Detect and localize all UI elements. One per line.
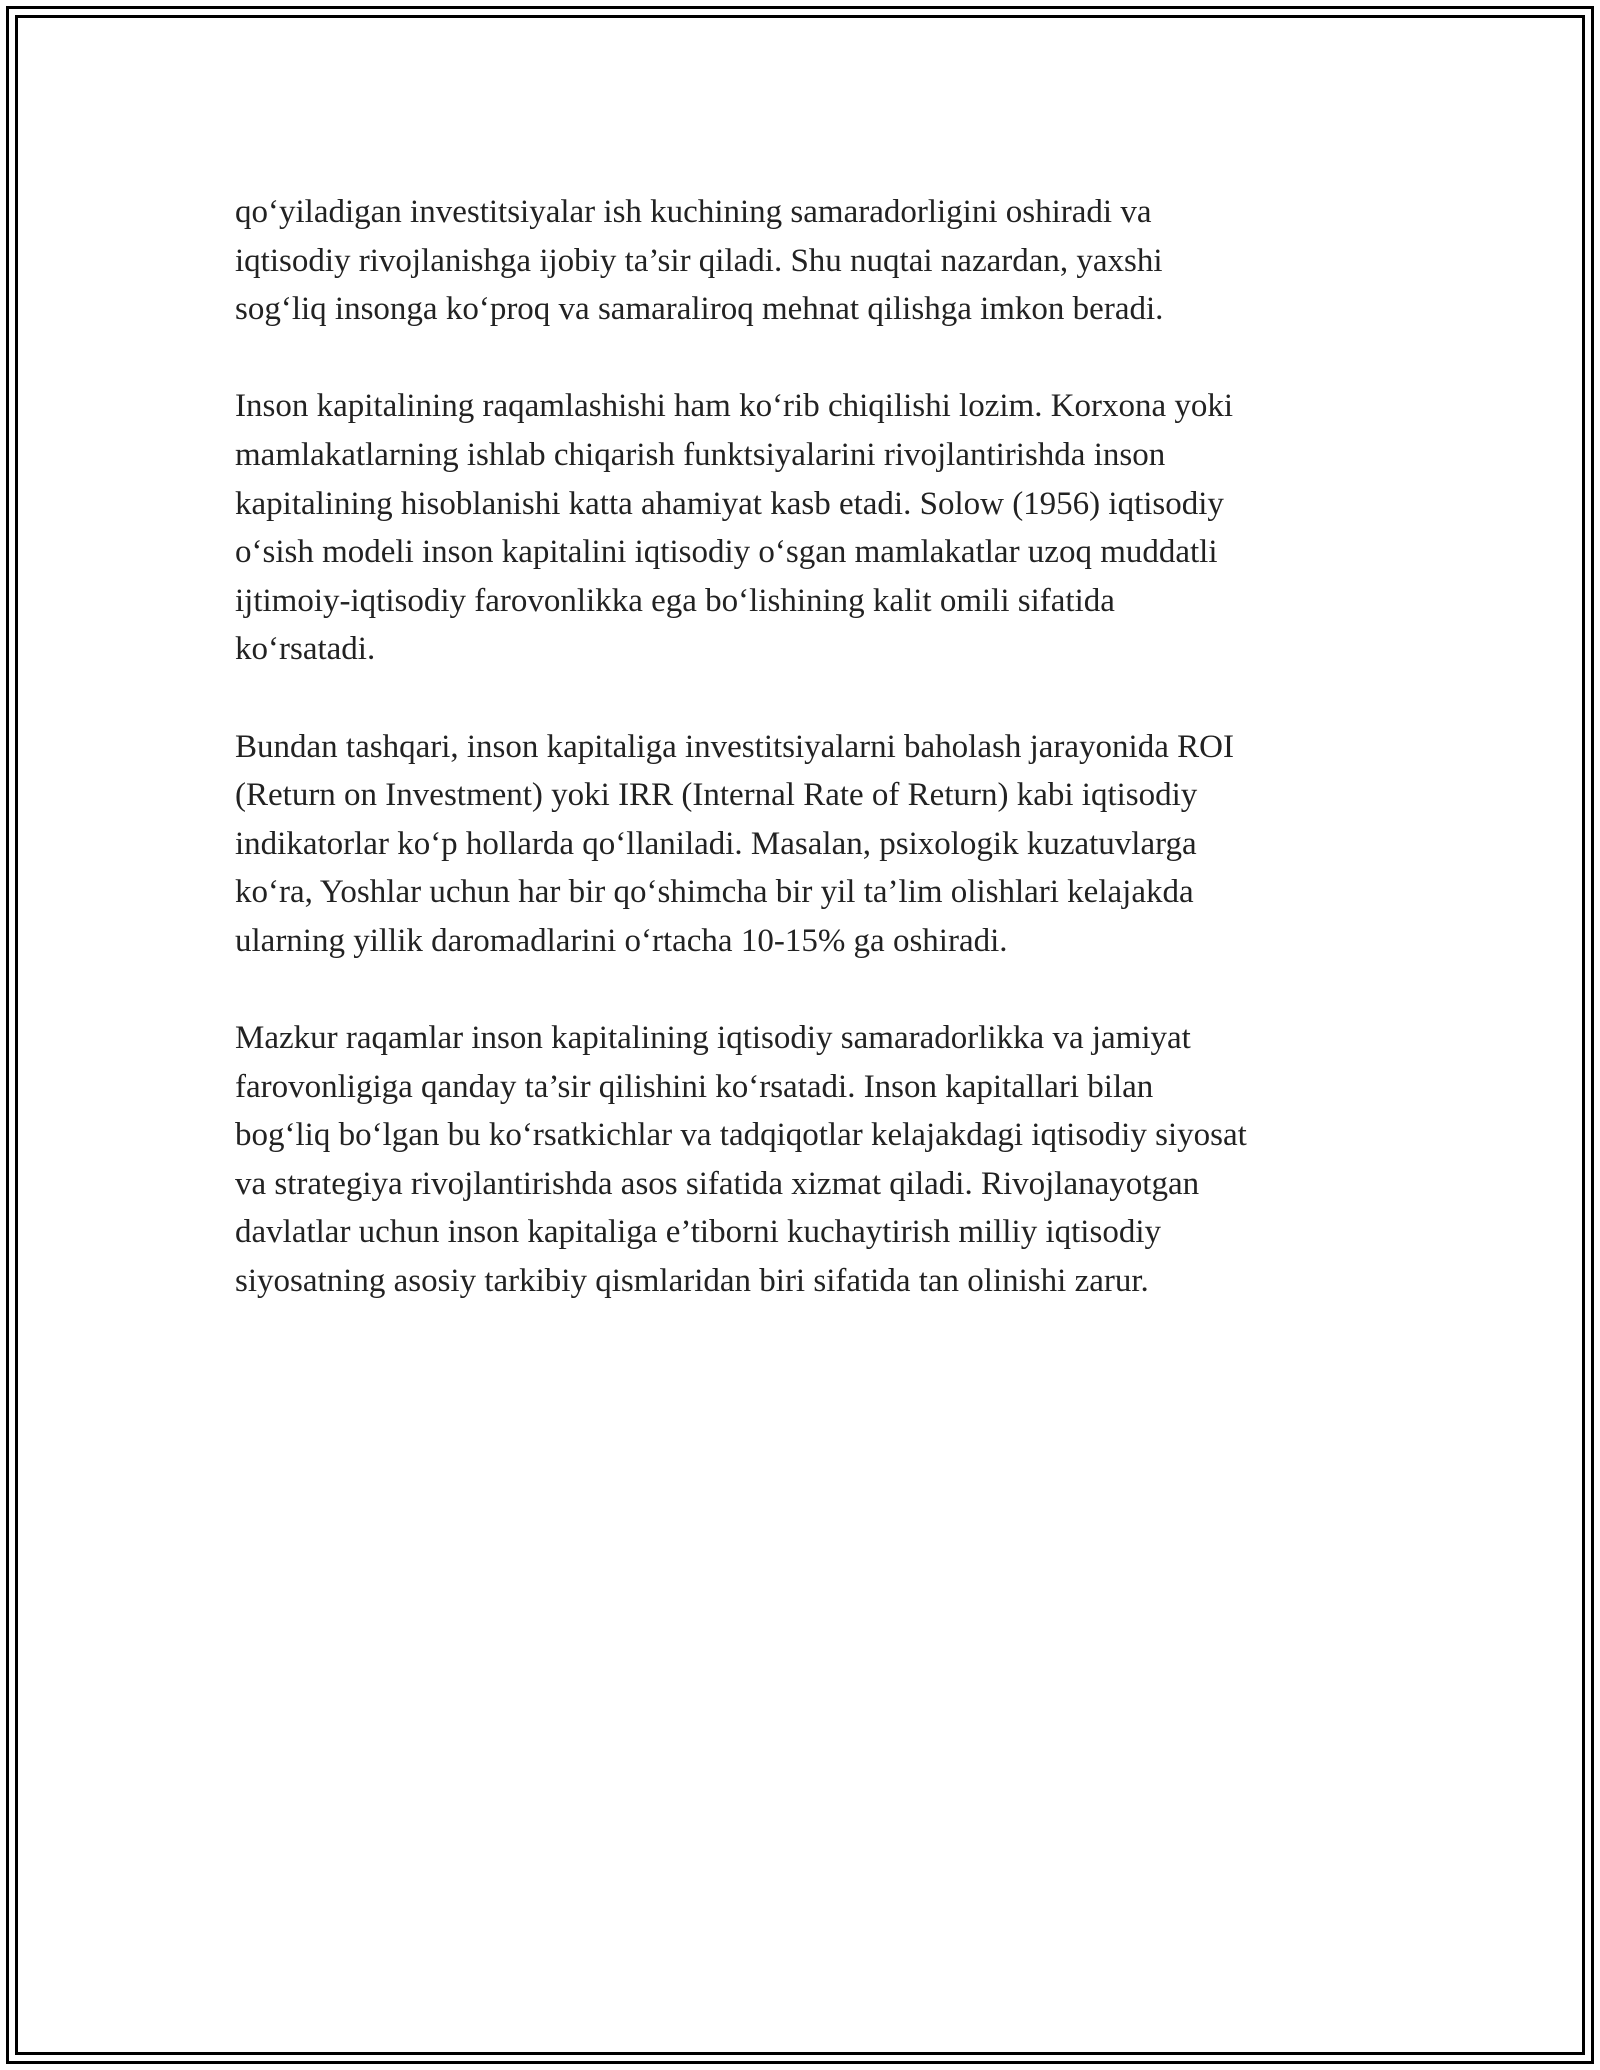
text-line: farovonligiga qanday ta’sir qilishini ko‘rsatadi. Inson kapitallari bilan: [235, 1068, 1154, 1105]
paragraph-1: [235, 188, 1385, 334]
text-line: bog‘liq bo‘lgan bu ko‘rsatkichlar va tadqiqotlar kelajakdagi iqtisodiy siyosat: [235, 1117, 1247, 1154]
paragraph-3: [235, 723, 1385, 966]
text-line: Mazkur raqamlar inson kapitalining iqtisodiy samaradorlikka va jamiyat: [235, 1020, 1191, 1057]
text-line: ijtimoiy-iqtisodiy farovonlikka ega bo‘lishining kalit omili sifatida: [235, 582, 1115, 619]
document-body: [235, 188, 1385, 1354]
text-line: siyosatning asosiy tarkibiy qismlaridan biri sifatida tan olinishi zarur.: [235, 1263, 1149, 1300]
text-line: indikatorlar ko‘p hollarda qo‘llaniladi. Masalan, psixologik kuzatuvlarga: [235, 825, 1197, 862]
text-line: ko‘rsatadi.: [235, 631, 376, 668]
text-line: qo‘yiladigan investitsiyalar ish kuchining samaradorligini oshiradi va: [235, 194, 1152, 230]
text-line: kapitalining hisoblanishi katta ahamiyat kasb etadi. Solow (1956) iqtisodiy: [235, 485, 1224, 522]
paragraph-2: [235, 382, 1385, 674]
text-line: iqtisodiy rivojlanishga ijobiy ta’sir qiladi. Shu nuqtai nazardan, yaxshi: [235, 242, 1163, 279]
text-line: va strategiya rivojlantirishda asos sifatida xizmat qiladi. Rivojlanayotgan: [235, 1165, 1200, 1202]
text-line: o‘sish modeli inson kapitalini iqtisodiy o‘sgan mamlakatlar uzoq muddatli: [235, 534, 1218, 571]
paragraph-4: [235, 1014, 1385, 1306]
text-line: mamlakatlarning ishlab chiqarish funktsiyalarini rivojlantirishda inson: [235, 436, 1166, 473]
text-line: ularning yillik daromadlarini o‘rtacha 10-15% ga oshiradi.: [235, 922, 1008, 959]
text-line: sog‘liq insonga ko‘proq va samaraliroq mehnat qilishga imkon beradi.: [235, 291, 1164, 328]
text-line: ko‘ra, Yoshlar uchun har bir qo‘shimcha bir yil ta’lim olishlari kelajakda: [235, 874, 1194, 911]
text-line: Bundan tashqari, inson kapitaliga investitsiyalarni baholash jarayonida ROI: [235, 728, 1234, 765]
text-line: (Return on Investment) yoki IRR (Internal Rate of Return) kabi iqtisodiy: [235, 777, 1198, 814]
text-line: Inson kapitalining raqamlashishi ham ko‘rib chiqilishi lozim. Korxona yoki: [235, 388, 1234, 425]
text-line: davlatlar uchun inson kapitaliga e’tiborni kuchaytirish milliy iqtisodiy: [235, 1214, 1161, 1251]
